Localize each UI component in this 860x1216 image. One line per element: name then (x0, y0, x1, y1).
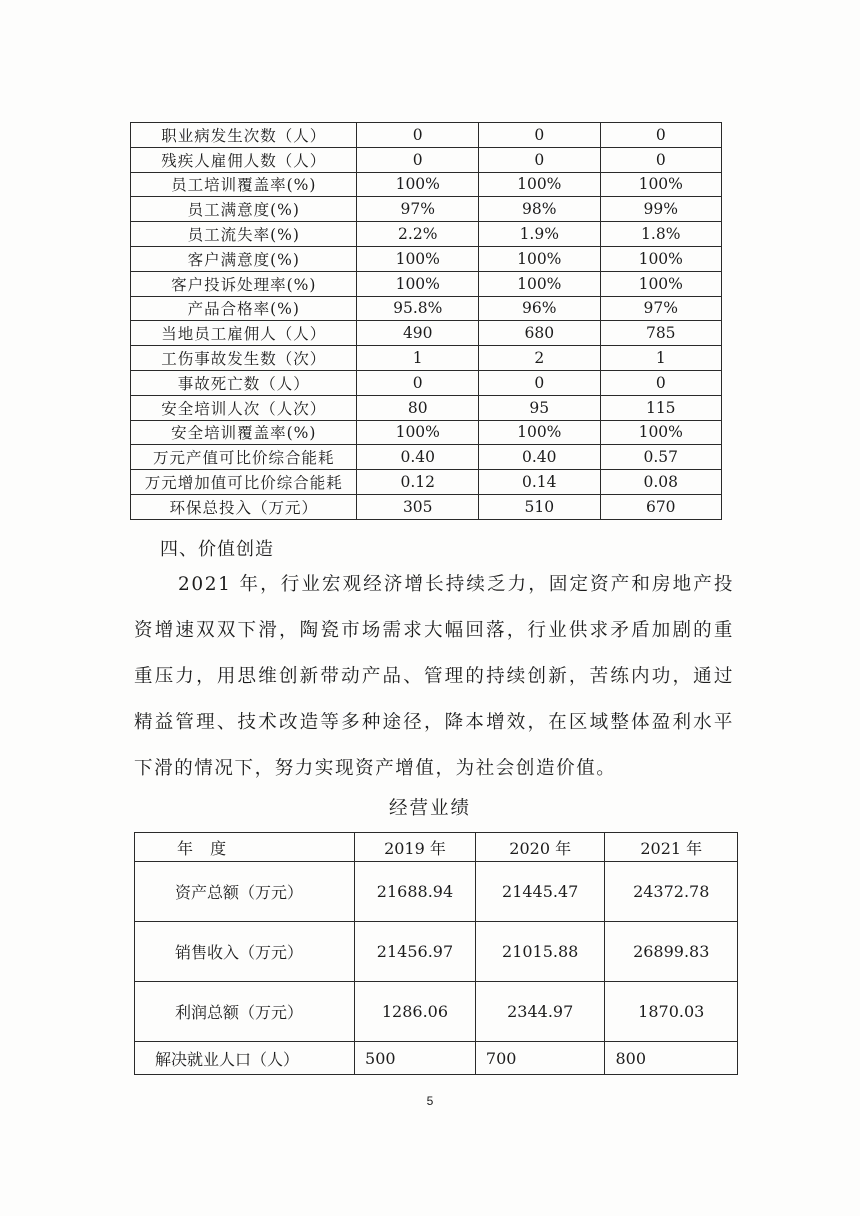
row-label: 安全培训人次（人次） (131, 395, 357, 420)
row-label: 员工满意度(%) (131, 197, 357, 222)
value-cell: 1.8% (600, 222, 722, 247)
row-label: 资产总额（万元） (135, 862, 355, 922)
value-cell: 2.2% (357, 222, 479, 247)
value-cell: 305 (357, 494, 479, 519)
row-label: 工伤事故发生数（次） (131, 346, 357, 371)
table-row (131, 271, 722, 296)
table-row (135, 1042, 738, 1075)
value-cell: 100% (600, 271, 722, 296)
value-cell: 0 (600, 370, 722, 395)
table-row (131, 222, 722, 247)
table-row (131, 445, 722, 470)
value-cell: 670 (600, 494, 722, 519)
table-row (131, 147, 722, 172)
value-cell: 98% (479, 197, 600, 222)
row-label: 利润总额（万元） (135, 982, 355, 1042)
value-cell: 0.40 (357, 445, 479, 470)
table-row (131, 494, 722, 519)
value-cell: 1.9% (479, 222, 600, 247)
value-cell: 490 (357, 321, 479, 346)
value-cell: 0 (479, 370, 600, 395)
table-row (131, 346, 722, 371)
row-label: 安全培训覆盖率(%) (131, 420, 357, 445)
value-cell: 26899.83 (605, 922, 738, 982)
table-row (131, 470, 722, 495)
page-number: 5 (426, 1094, 434, 1108)
section-heading: 四、价值创造 (160, 539, 274, 560)
value-cell: 0.14 (479, 470, 600, 495)
table-row (131, 395, 722, 420)
value-cell: 100% (600, 172, 722, 197)
indicator-table (130, 122, 722, 520)
value-cell: 21456.97 (355, 922, 476, 982)
value-cell: 0 (357, 147, 479, 172)
value-cell: 0 (357, 123, 479, 148)
business-performance-table (134, 832, 738, 1075)
table-row (131, 321, 722, 346)
value-cell: 97% (600, 296, 722, 321)
value-cell: 95.8% (357, 296, 479, 321)
value-cell: 0.57 (600, 445, 722, 470)
table-row (131, 246, 722, 271)
header-cell: 2020 年 (475, 833, 605, 862)
value-cell: 100% (479, 246, 600, 271)
row-label: 产品合格率(%) (131, 296, 357, 321)
table-row (131, 197, 722, 222)
row-label: 客户满意度(%) (131, 246, 357, 271)
row-label: 员工培训覆盖率(%) (131, 172, 357, 197)
body-paragraph: 2021 年，行业宏观经济增长持续乏力，固定资产和房地产投资增速双双下滑，陶瓷市场需求大幅回落，行业供求矛盾加剧的重重压力，用思维创新带动产品、管理的持续创新，苦练内功，通过精益管理、技术改造等多种途径，降本增效，在区域整体盈利水平下滑的情况下，努力实现资产增值，为社会创造价值。 (134, 574, 734, 779)
row-label: 当地员工雇佣人（人） (131, 321, 357, 346)
value-cell: 700 (475, 1042, 605, 1075)
value-cell: 0 (357, 370, 479, 395)
value-cell: 24372.78 (605, 862, 738, 922)
table-row (131, 420, 722, 445)
value-cell: 100% (357, 271, 479, 296)
value-cell: 2344.97 (475, 982, 605, 1042)
value-cell: 1286.06 (355, 982, 476, 1042)
table-row (131, 172, 722, 197)
value-cell: 100% (479, 172, 600, 197)
table-row (135, 862, 738, 922)
table-header-row (135, 833, 738, 862)
table-caption: 经营业绩 (388, 798, 471, 819)
value-cell: 100% (357, 172, 479, 197)
value-cell: 100% (479, 271, 600, 296)
value-cell: 99% (600, 197, 722, 222)
value-cell: 1870.03 (605, 982, 738, 1042)
value-cell: 1 (357, 346, 479, 371)
value-cell: 115 (600, 395, 722, 420)
value-cell: 0 (600, 123, 722, 148)
row-label: 职业病发生次数（人） (131, 123, 357, 148)
header-cell: 2019 年 (355, 833, 476, 862)
row-label: 万元增加值可比价综合能耗 (131, 470, 357, 495)
row-label: 环保总投入（万元） (131, 494, 357, 519)
value-cell: 100% (357, 420, 479, 445)
value-cell: 100% (479, 420, 600, 445)
row-label: 残疾人雇佣人数（人） (131, 147, 357, 172)
value-cell: 21445.47 (475, 862, 605, 922)
value-cell: 510 (479, 494, 600, 519)
row-label: 解决就业人口（人） (135, 1042, 355, 1075)
value-cell: 0 (479, 123, 600, 148)
value-cell: 95 (479, 395, 600, 420)
value-cell: 1 (600, 346, 722, 371)
row-label: 万元产值可比价综合能耗 (131, 445, 357, 470)
row-label: 事故死亡数（人） (131, 370, 357, 395)
value-cell: 0 (600, 147, 722, 172)
value-cell: 21688.94 (355, 862, 476, 922)
value-cell: 100% (600, 420, 722, 445)
value-cell: 0 (479, 147, 600, 172)
header-cell: 2021 年 (605, 833, 738, 862)
value-cell: 800 (605, 1042, 738, 1075)
header-cell: 年 度 (135, 833, 355, 862)
table-row (131, 296, 722, 321)
table-row (135, 982, 738, 1042)
value-cell: 21015.88 (475, 922, 605, 982)
value-cell: 80 (357, 395, 479, 420)
value-cell: 97% (357, 197, 479, 222)
row-label: 销售收入（万元） (135, 922, 355, 982)
value-cell: 0.40 (479, 445, 600, 470)
table-row (131, 370, 722, 395)
value-cell: 0.12 (357, 470, 479, 495)
table-row (131, 123, 722, 148)
value-cell: 500 (355, 1042, 476, 1075)
value-cell: 785 (600, 321, 722, 346)
value-cell: 96% (479, 296, 600, 321)
value-cell: 100% (600, 246, 722, 271)
value-cell: 680 (479, 321, 600, 346)
row-label: 客户投诉处理率(%) (131, 271, 357, 296)
value-cell: 100% (357, 246, 479, 271)
value-cell: 0.08 (600, 470, 722, 495)
row-label: 员工流失率(%) (131, 222, 357, 247)
table-row (135, 922, 738, 982)
value-cell: 2 (479, 346, 600, 371)
